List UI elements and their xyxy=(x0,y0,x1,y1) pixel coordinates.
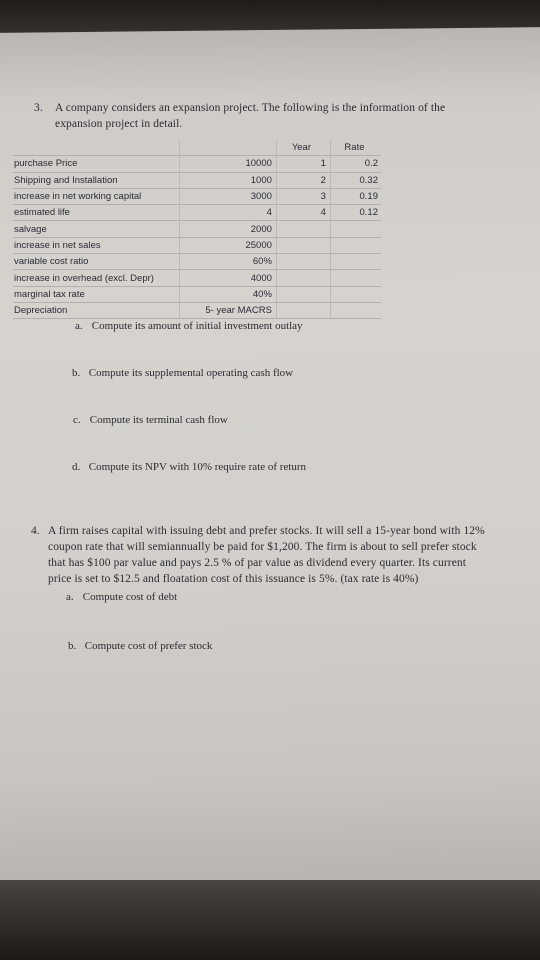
table-row xyxy=(13,221,381,237)
row-year: 2 xyxy=(277,173,331,188)
row-label: increase in net sales xyxy=(14,239,101,251)
row-rate: 0.2 xyxy=(364,158,378,170)
row-year xyxy=(277,287,331,302)
header-rate: Rate xyxy=(344,142,365,154)
row-label: estimated life xyxy=(14,207,70,219)
table-row xyxy=(13,205,381,221)
row-rate xyxy=(331,254,381,269)
row-rate: 0.19 xyxy=(359,191,378,203)
row-year: 3 xyxy=(277,189,331,204)
row-label: increase in net working capital xyxy=(14,191,142,203)
row-rate xyxy=(331,303,381,318)
q4-line-1: A firm raises capital with issuing debt and prefer stocks. It will sell a 15-year bond with 12% xyxy=(48,525,485,537)
row-label: salvage xyxy=(14,223,47,235)
row-value: 1000 xyxy=(179,173,277,188)
row-value: 40% xyxy=(179,287,277,302)
row-value: 2000 xyxy=(179,221,277,236)
table-row xyxy=(13,287,381,303)
row-value: 4000 xyxy=(179,270,277,285)
table-header-row xyxy=(13,140,381,156)
row-year xyxy=(277,254,331,269)
q3-part-a: a. Compute its amount of initial investment outlay xyxy=(75,320,303,332)
q3-number: 3. xyxy=(34,102,43,114)
q4-line-4: price is set to $12.5 and floatation cost of this issuance is 5%. (tax rate is 40%) xyxy=(48,573,419,585)
row-year xyxy=(277,303,331,318)
q4-line-3: that has $100 par value and pays 2.5 % of par value as dividend every quarter. Its current xyxy=(48,557,467,569)
q4-number: 4. xyxy=(31,525,40,537)
q3-part-c: c. Compute its terminal cash flow xyxy=(73,414,228,426)
row-label: variable cost ratio xyxy=(14,256,89,268)
header-year: Year xyxy=(277,140,331,155)
row-rate: 0.12 xyxy=(359,207,378,219)
row-value: 5- year MACRS xyxy=(179,303,277,318)
q4-part-b: b. Compute cost of prefer stock xyxy=(68,640,213,652)
row-label: increase in overhead (excl. Depr) xyxy=(14,272,154,284)
row-label: Depreciation xyxy=(14,305,68,317)
row-rate xyxy=(331,238,381,253)
row-year xyxy=(277,270,331,285)
row-value: 60% xyxy=(179,254,277,269)
row-value: 3000 xyxy=(179,189,277,204)
table-row xyxy=(13,254,381,270)
row-label: purchase Price xyxy=(14,158,78,170)
row-year xyxy=(277,221,331,236)
row-value: 25000 xyxy=(179,238,277,253)
table-row xyxy=(13,303,381,319)
row-rate xyxy=(331,270,381,285)
row-year: 4 xyxy=(277,205,331,220)
q3-line-2: expansion project in detail. xyxy=(55,118,183,130)
q3-part-b: b. Compute its supplemental operating cash flow xyxy=(72,367,294,379)
row-rate xyxy=(331,221,381,236)
row-year xyxy=(277,238,331,253)
row-value: 10000 xyxy=(179,156,277,171)
q4-line-2: coupon rate that will semiannually be paid for $1,200. The firm is about to sell prefer stock xyxy=(48,541,477,553)
row-label: marginal tax rate xyxy=(14,288,85,300)
table-row xyxy=(13,238,381,254)
row-rate xyxy=(331,287,381,302)
row-value: 4 xyxy=(179,205,277,220)
row-rate: 0.32 xyxy=(359,174,378,186)
table-row xyxy=(13,189,381,205)
q3-line-1: A company considers an expansion project. The following is the information of the xyxy=(55,102,446,114)
q3-part-d: d. Compute its NPV with 10% require rate of return xyxy=(72,461,307,473)
row-year: 1 xyxy=(277,156,331,171)
q4-part-a: a. Compute cost of debt xyxy=(66,591,178,603)
table-row xyxy=(13,156,381,172)
table-row xyxy=(13,270,381,286)
row-label: Shipping and Installation xyxy=(14,174,118,186)
table-row xyxy=(13,173,381,189)
expansion-data-table xyxy=(13,140,381,319)
